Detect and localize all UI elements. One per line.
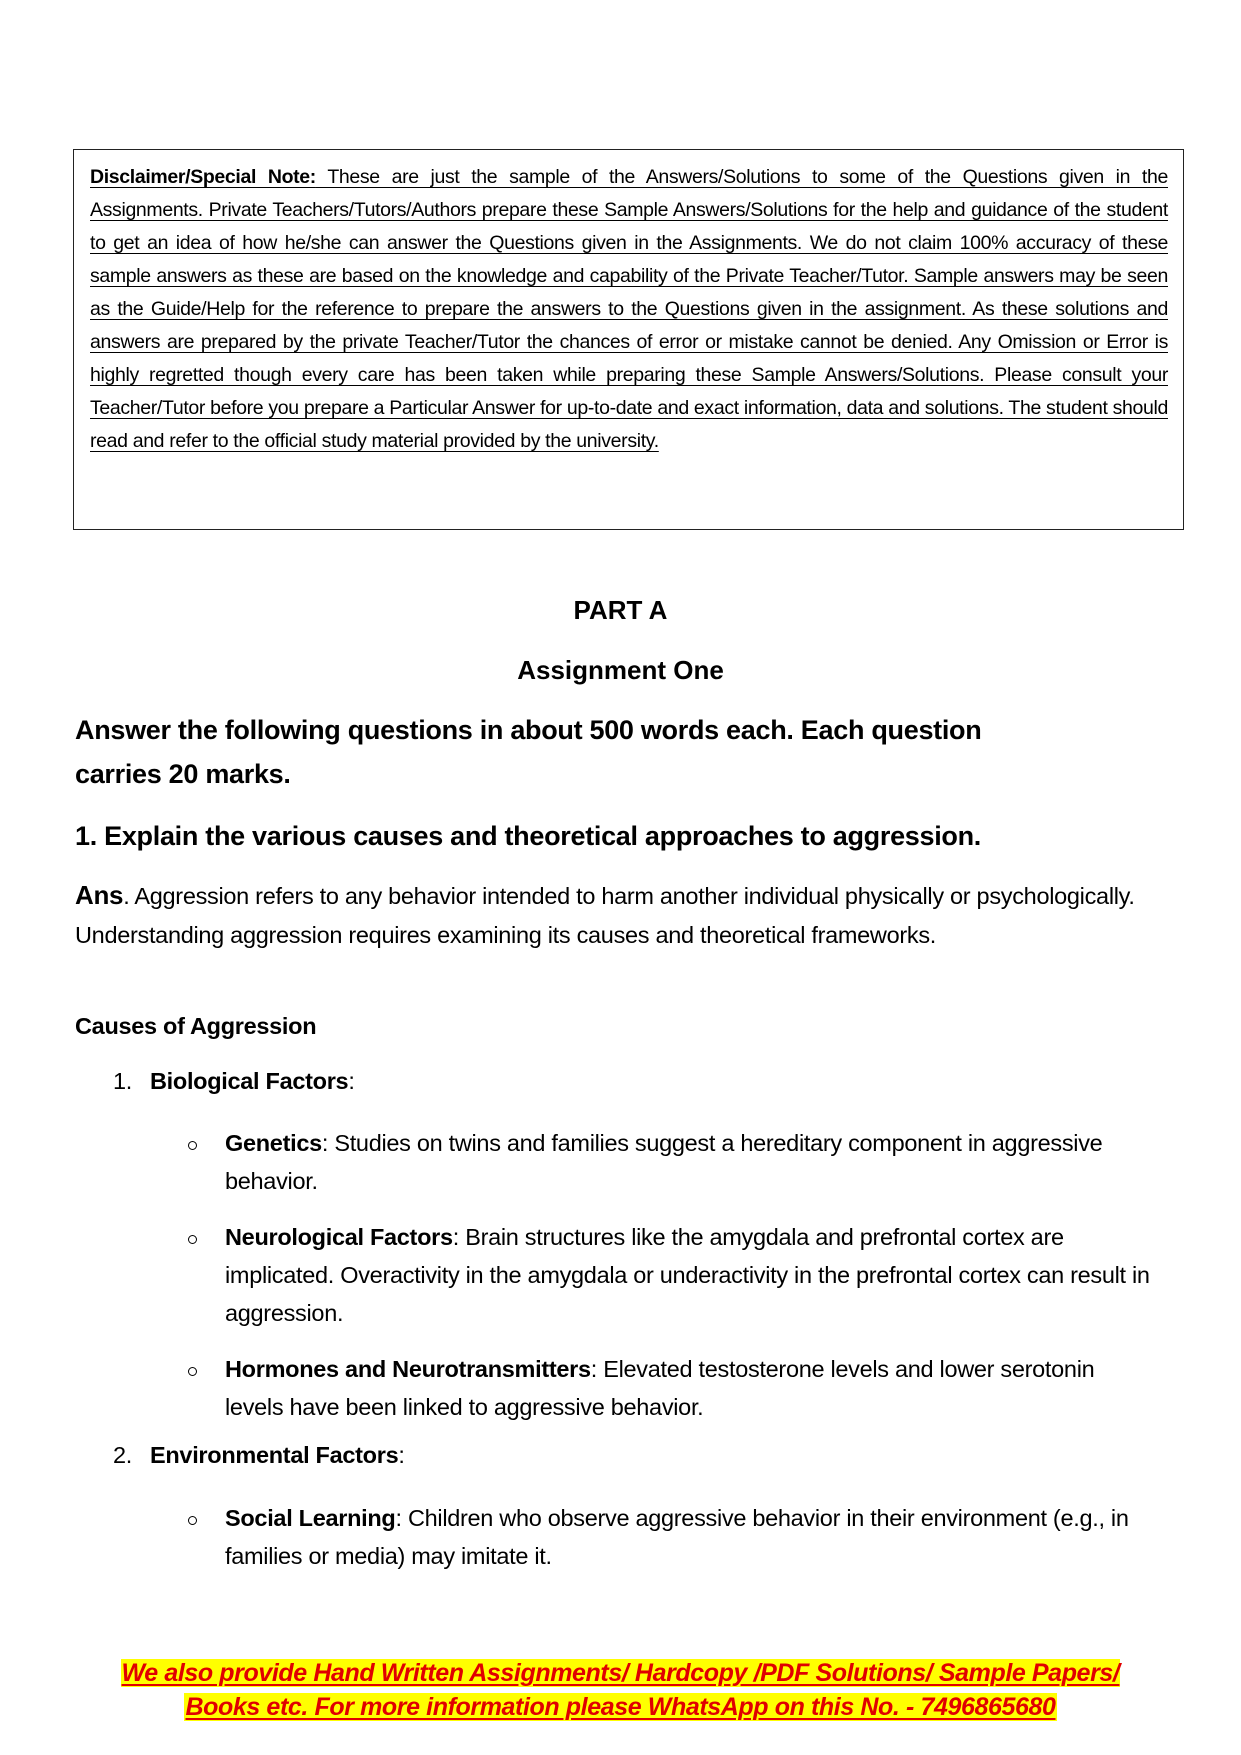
answer-lead: Ans (75, 880, 124, 910)
disclaimer-text (90, 161, 1168, 458)
instructions: Answer the following questions in about 500 words each. Each question carries 20 marks. (75, 715, 982, 789)
hollow-bullet-icon (188, 1367, 197, 1376)
disclaimer-label: Disclaimer/Special Note: (90, 166, 316, 188)
footer-line-1: We also provide Hand Written Assignments/ Hardcopy /PDF Solutions/ Sample Papers/ (121, 1659, 1120, 1687)
list-item-term: Neurological Factors (225, 1224, 453, 1250)
disclaimer-body: These are just the sample of the Answers/Solutions to some of the Questions given in the Assignments. Private Teachers/Tutors/Authors prepare these Sample Answers/Solutions for the help and guidance of the student to get an idea of how he/she can answer the Questions given in the Assignments. We do not claim 100% accuracy of these sample answers as these are based on the knowledge and capability of the Private Teacher/Tutor. Sample answers may be seen as the Guide/Help for the reference to prepare the answers to the Questions given in the assignment. As these solutions and answers are prepared by the private Teacher/Tutor the chances of error or mistake cannot be denied. Any Omission or Error is highly regretted though every care has been taken while preparing these Sample Answers/Solutions. Please consult your Teacher/Tutor before you prepare a Particular Answer for up-to-date and exact information, data and solutions. The student should read and refer to the official study material provided by the university. (90, 166, 1168, 452)
list-item-desc: : Studies on twins and families suggest a hereditary component in aggressive behavior. (225, 1130, 1103, 1194)
list-item-term: Social Learning (225, 1505, 396, 1531)
answer-intro-text: . Aggression refers to any behavior intended to harm another individual physically or psychologically. Understanding aggression requires examining its causes and theoretical frameworks. (75, 883, 1135, 948)
factor-suffix: : (398, 1442, 405, 1468)
factor-label: Biological Factors (150, 1068, 349, 1094)
hollow-bullet-icon (188, 1516, 197, 1525)
hollow-bullet-icon (188, 1235, 197, 1244)
assignment-title: Assignment One (517, 655, 724, 685)
factor-number: 2. (113, 1442, 132, 1468)
list-item-term: Hormones and Neurotransmitters (225, 1356, 591, 1382)
disclaimer-box (73, 149, 1184, 530)
footer-line-2: Books etc. For more information please WhatsApp on this No. - 7496865680 (185, 1693, 1056, 1721)
question-heading: 1. Explain the various causes and theoretical approaches to aggression. (75, 821, 982, 851)
list-item-text (225, 1124, 1150, 1200)
factor-label: Environmental Factors (150, 1442, 399, 1468)
list-item-desc: : Elevated testosterone levels and lower serotonin levels have been linked to aggressive behavior. (225, 1356, 1095, 1420)
factor-label-wrap (150, 1068, 355, 1095)
list-item-term: Genetics (225, 1130, 322, 1156)
answer-intro (75, 876, 1150, 955)
list-item-text (225, 1218, 1150, 1332)
list-item-desc: : Children who observe aggressive behavior in their environment (e.g., in families or media) may imitate it. (225, 1505, 1129, 1569)
footer-promo (0, 1656, 1241, 1724)
list-item-text (225, 1350, 1150, 1426)
hollow-bullet-icon (188, 1141, 197, 1150)
section-title: Causes of Aggression (75, 1013, 317, 1039)
part-title: PART A (573, 595, 668, 625)
factor-label-wrap (150, 1442, 405, 1469)
factor-number: 1. (113, 1068, 132, 1094)
factor-suffix: : (348, 1068, 355, 1094)
list-item-text (225, 1499, 1150, 1575)
list-item-desc: : Brain structures like the amygdala and prefrontal cortex are implicated. Overactivity in the amygdala or underactivity in the prefrontal cortex can result in aggression. (225, 1224, 1150, 1326)
